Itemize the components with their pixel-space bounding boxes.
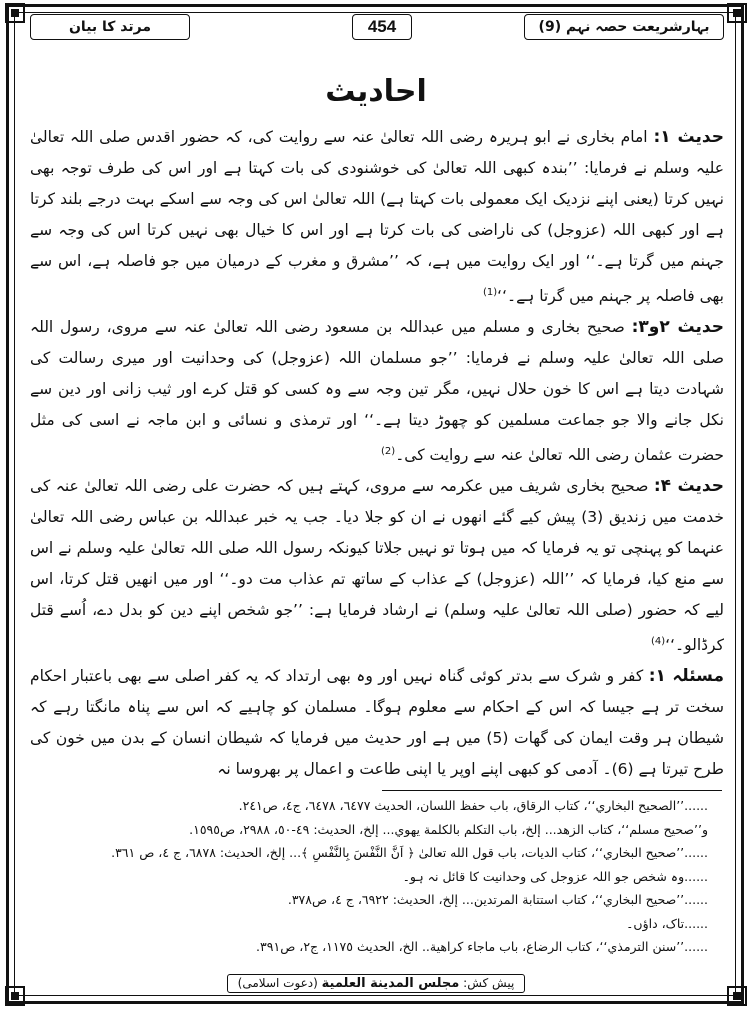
hadith-label: حدیث ۴: bbox=[653, 476, 724, 497]
publisher-box bbox=[227, 974, 526, 993]
publisher-name: مجلس المدینة العلمیة bbox=[321, 976, 460, 991]
corner-ornament-top-right bbox=[726, 2, 748, 24]
footnotes bbox=[48, 794, 708, 959]
hadith-text: صحیح بخاری و مسلم میں عبداللہ بن مسعود رضی اللہ تعالیٰ عنہ سے مروی، رسول اللہ صلی اللہ تعالیٰ علیہ وسلم نے فرمایا: ’’جو مسلمان اللہ (عزوجل) کی وحدانیت اور میری رسالت کی شہادت دیتا ہے اس کا خون حلال نہیں، مگر تین وجہ سے وہ کسی کو قتل کرے اور ثیب زانی اور دین سے نکل جانے والا جو جماعت مسلمین کو چھوڑ دیتا ہے۔‘‘ اور ترمذی و نسائی و ابن ماجہ نے اسی کی مثل حضرت عثمان رضی اللہ تعالیٰ عنہ سے روایت کی۔ bbox=[30, 318, 724, 465]
masala-1 bbox=[30, 661, 724, 785]
book-title: بہارشریعت حصہ نہم (9) bbox=[524, 14, 724, 40]
hadith-1 bbox=[30, 122, 724, 312]
masala-label: مسئلہ ۱: bbox=[648, 666, 724, 687]
footnote-2: ......’’صحیح البخاري‘‘، کتاب الدیات، باب قول الله تعالیٰ ﴿ اَنَّ النَّفْسَ بِالنَّفْسِ ﴾... إلخ، الحدیث: ٦٨٧٨، ج ٤، ص ٣٦١. bbox=[111, 845, 708, 860]
masala-text: کفر و شرک سے بدتر کوئی گناہ نہیں اور وہ بھی ارتداد کہ یہ کفر اصلی سے بھی باعتبار احکام سخت تر ہے جیسا کہ اس کے احکام سے معلوم ہوگا۔ مسلمان کو چاہیے کہ اس سے پناہ مانگتا رہے کہ شیطان ہر وقت ایمان کی گھات (5) میں ہے اور حدیث میں فرمایا کہ شیطان انسان کے بدن میں خون کی طرح تیرتا ہے (6)۔ آدمی کو کبھی اپنے اوپر یا اپنی طاعت و اعمال پر بھروسا نہ bbox=[30, 667, 725, 779]
footnote-3: ......وہ شخص جو اللہ عزوجل کی وحدانیت کا قائل نہ ہو۔ bbox=[402, 868, 708, 884]
footnote-5: ......تاک، داؤں۔ bbox=[626, 915, 708, 931]
section-title: احادیث bbox=[325, 74, 427, 109]
hadith-label: حدیث ۲و۳: bbox=[631, 317, 724, 338]
footnote-ref: (4) bbox=[651, 636, 666, 648]
main-text bbox=[30, 122, 724, 785]
hadith-4 bbox=[30, 471, 724, 661]
hadith-label: حدیث ۱: bbox=[653, 127, 724, 147]
footnote-ref: (2) bbox=[381, 446, 396, 458]
page-number: 454 bbox=[352, 14, 412, 40]
footnote-ref: (1) bbox=[482, 287, 498, 298]
footnote-4: ......’’صحیح البخاري‘‘، کتاب استتابة المرتدین... إلخ، الحدیث: ٦٩٢٢، ج ٤، ص٣٧٨. bbox=[287, 892, 708, 907]
footer-suffix: (دعوت اسلامی) bbox=[237, 976, 318, 990]
footnote-1b: و’’صحیح مسلم‘‘، کتاب الزهد... إلخ، باب التکلم بالکلمة یهوي... إلخ، الحدیث: ٤٩-٥٠، ٢٩٨٨، ص١٥٩٥. bbox=[189, 821, 708, 837]
hadith-2-3 bbox=[30, 312, 724, 471]
footnote-1: ......’’الصحیح البخاري‘‘، کتاب الرقاق، باب حفظ اللسان، الحدیث ٦٤٧٧، ٦٤٧٨، ج٤، ص٢٤١. bbox=[238, 798, 708, 813]
page-footer bbox=[0, 972, 752, 993]
footnote-6: ......’’سنن الترمذي‘‘، کتاب الرضاع، باب ماجاء کراهیة.. الخ، الحدیث ١١٧٥، ج٢، ص٣٩١. bbox=[256, 939, 708, 954]
hadith-text: امام بخاری نے ابو ہریرہ رضی اللہ تعالیٰ عنہ سے روایت کی، کہ حضور اقدس صلی اللہ تعالیٰ علیہ وسلم نے فرمایا: ’’بندہ کبھی اللہ تعالیٰ کی خوشنودی کی بات کہتا ہے اور اس کی طرف توجہ بھی نہیں کرتا (یعنی اپنے نزدیک ایک معمولی بات کہتا ہے) اللہ تعالیٰ اس کی وجہ سے اسکے بہت درجے بلند کرتا ہے اور کبھی اللہ (عزوجل) کی ناراضی کی بات کرتا ہے اور اس کا خیال بھی نہیں کرتا اس کی وجہ سے جہنم میں گرتا ہے۔‘‘ اور ایک روایت میں ہے، کہ ’’مشرق و مغرب کے درمیان میں جو فاصلہ ہے، اس سے بھی فاصلہ پر جہنم میں گرتا ہے۔‘‘ bbox=[30, 128, 724, 306]
footer-prefix: پیش کش: bbox=[463, 976, 515, 990]
hadith-text: صحیح بخاری شریف میں عکرمہ سے مروی، کہتے ہیں کہ حضرت علی رضی اللہ تعالیٰ عنہ کی خدمت میں زندیق (3) پیش کیے گئے انھوں نے ان کو جلا دیا۔ جب یہ خبر عبداللہ بن عباس رضی اللہ تعالیٰ عنہما کو پہنچی تو یہ فرمایا کہ میں ہوتا تو نہیں جلاتا کیونکہ رسول اللہ صلی اللہ تعالیٰ علیہ وسلم نے اس سے منع کیا، فرمایا کہ ’’اللہ (عزوجل) کے عذاب کے ساتھ تم عذاب مت دو۔‘‘ اور میں انھیں قتل کرتا، اس لیے کہ حضور (صلی اللہ تعالیٰ علیہ وسلم) نے ارشاد فرمایا ہے: ’’جو شخص اپنے دین کو بدل دے، اُسے قتل کرڈالو۔‘‘ bbox=[30, 477, 724, 655]
chapter-title: مرتد کا بیان bbox=[30, 14, 190, 40]
footnote-divider bbox=[382, 790, 722, 791]
page-header bbox=[22, 14, 728, 42]
